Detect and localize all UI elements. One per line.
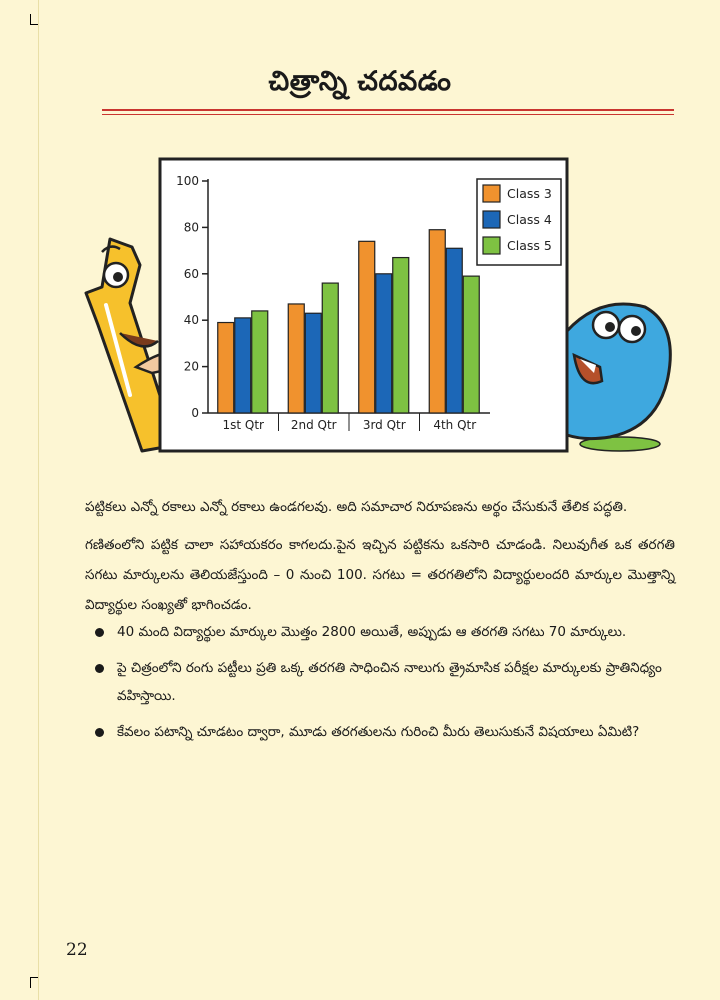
bar-class-4 (446, 248, 462, 413)
chart-illustration (80, 155, 680, 455)
legend-label: Class 5 (507, 238, 552, 253)
bar-class-3 (429, 230, 445, 413)
bullet-icon (95, 664, 104, 673)
bar-class-5 (322, 283, 338, 413)
crop-mark-bottom-left-h (30, 977, 38, 978)
x-tick-label: 1st Qtr (222, 418, 264, 432)
bar-class-3 (218, 323, 234, 413)
crop-mark-top-left-h (30, 24, 38, 25)
bullet-icon (95, 728, 104, 737)
bar-class-4 (305, 313, 321, 413)
legend-label: Class 4 (507, 212, 552, 227)
chart-legend (477, 179, 561, 265)
x-tick-label: 4th Qtr (433, 418, 477, 432)
bullet-item (85, 654, 677, 710)
bullet-icon (95, 628, 104, 637)
bar-class-3 (288, 304, 304, 413)
y-tick-label: 60 (183, 266, 199, 281)
intro-paragraph: పట్టికలు ఎన్నో రకాలు ఎన్నో రకాలు ఉండగలవు. అది సమాచార నిరూపణను అర్థం చేసుకునే తేలిక పద్ధతి. (85, 499, 628, 515)
legend-swatch (483, 211, 500, 228)
bar-class-5 (252, 311, 268, 413)
legend-label: Class 3 (507, 186, 552, 201)
title-rule-bottom (102, 114, 674, 115)
y-tick-label: 40 (183, 313, 199, 328)
crop-mark-bottom-left (30, 977, 31, 988)
page-number: 22 (66, 940, 88, 960)
y-tick-label: 20 (183, 359, 199, 374)
bar-class-5 (463, 276, 479, 413)
y-tick-label: 0 (191, 406, 199, 420)
bullet-text: 40 మంది విద్యార్థుల మార్కుల మొత్తం 2800 అయితే, అప్పుడు ఆ తరగతి సగటు 70 మార్కులు. (117, 624, 627, 640)
x-tick-label: 3rd Qtr (362, 418, 406, 432)
chart-svg (80, 155, 680, 455)
y-tick-label: 80 (183, 220, 199, 235)
page-title: చిత్రాన్ని చదవడం (268, 66, 452, 97)
bar-class-4 (235, 318, 251, 413)
cartoon-blue-blob (567, 304, 670, 451)
bullet-list (85, 618, 677, 754)
bullet-text: కేవలం పటాన్ని చూడటం ద్వారా, మూడు తరగతులను గురించి మీరు తెలుసుకునే విషయాలు ఏమిటి? (117, 724, 640, 740)
title-rule-top (102, 109, 674, 111)
average-paragraph: గణితంలోని పట్టిక చాలా సహాయకరం కాగలదు.పైన ఇచ్చిన పట్టికను ఒకసారి చూడండి. నిలువుగీత ఒక తరగతి సగటు మార్కులను తెలియజేస్తుంది – 0 నుంచి 100. సగటు = తరగతిలోని విద్యార్థులందరి మార్కుల మొత్తాన్ని విద్యార్థుల సంఖ్యతో భాగించడం. (85, 537, 675, 613)
bullet-item (85, 718, 677, 746)
legend-swatch (483, 237, 500, 254)
y-tick-label: 100 (176, 174, 199, 188)
margin-line (38, 0, 39, 1000)
bar-class-5 (393, 258, 409, 413)
bullet-item (85, 618, 677, 646)
bullet-text: పై చిత్రంలోని రంగు పట్టీలు ప్రతి ఒక్క తరగతి సాధించిన నాలుగు త్రైమాసిక పరీక్షల మార్కులకు ప్రాతినిధ్యం వహిస్తాయి. (117, 660, 662, 704)
x-tick-label: 2nd Qtr (290, 418, 337, 432)
legend-swatch (483, 185, 500, 202)
bar-class-3 (359, 241, 375, 413)
bar-class-4 (376, 274, 392, 413)
